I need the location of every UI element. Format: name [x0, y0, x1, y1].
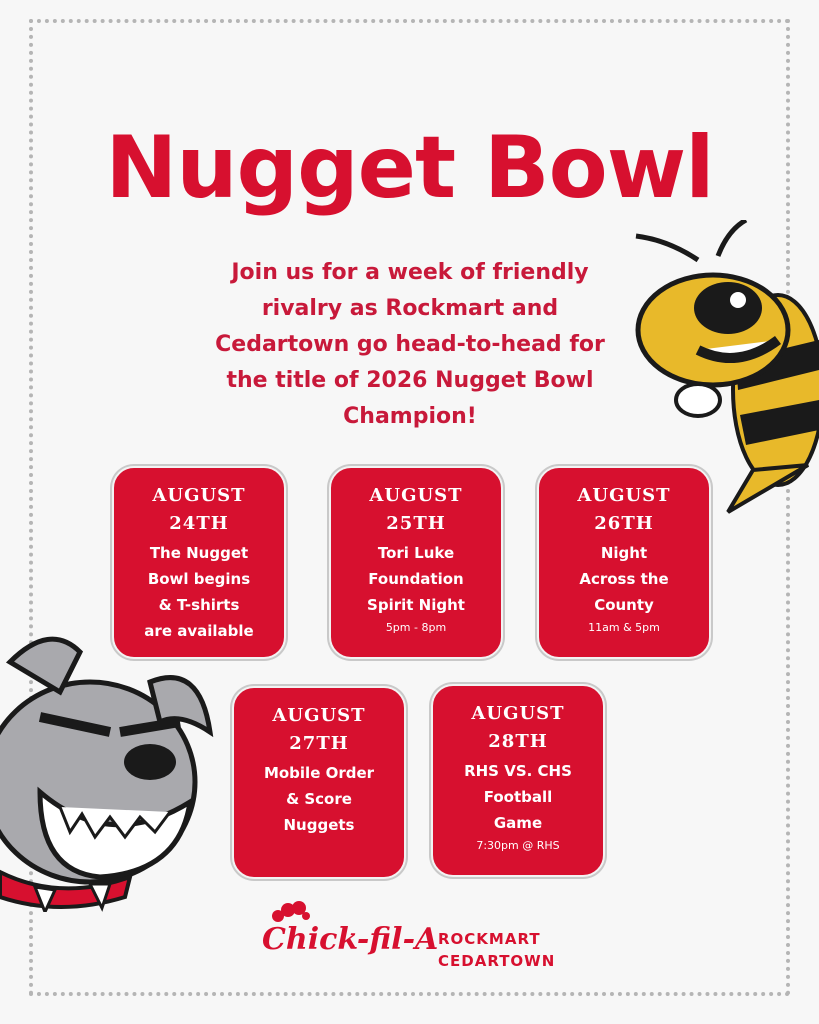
event-date: AUGUST 24TH [152, 485, 246, 534]
intro-text: Join us for a week of friendly rivalry as Rockmart and Cedartown go head-to-head for the title of 2026 Nugget Bowl Champion! [215, 260, 605, 429]
bulldog-mascot [0, 622, 215, 912]
event-description: Mobile Order & Score Nuggets [263, 764, 375, 834]
location-line-2: CEDARTOWN [438, 952, 556, 970]
event-time: 5pm - 8pm [385, 621, 447, 634]
event-card-aug-26 [537, 466, 711, 659]
event-description: The Nugget Bowl begins & T-shirts are available [144, 544, 254, 640]
event-date: AUGUST 26TH [577, 485, 671, 534]
chick-fil-a-logo [262, 896, 562, 976]
event-date: AUGUST 25TH [369, 485, 463, 534]
event-description: RHS VS. CHS Football Game [464, 762, 572, 832]
event-description: Tori Luke Foundation Spirit Night [367, 544, 465, 614]
event-card-aug-24 [112, 466, 286, 659]
event-card-aug-28 [431, 684, 605, 877]
brand-wordmark: Chick-fil-A [262, 922, 439, 957]
event-card-aug-27 [232, 686, 406, 879]
event-time: 7:30pm @ RHS [476, 839, 560, 852]
location-line-1: ROCKMART [438, 930, 541, 948]
event-description: Night Across the County [579, 544, 669, 614]
page-title: Nugget Bowl [105, 118, 714, 218]
event-time: 11am & 5pm [588, 621, 660, 634]
event-card-aug-25 [329, 466, 503, 659]
event-date: AUGUST 27TH [272, 705, 366, 754]
event-date: AUGUST 28TH [471, 703, 565, 752]
